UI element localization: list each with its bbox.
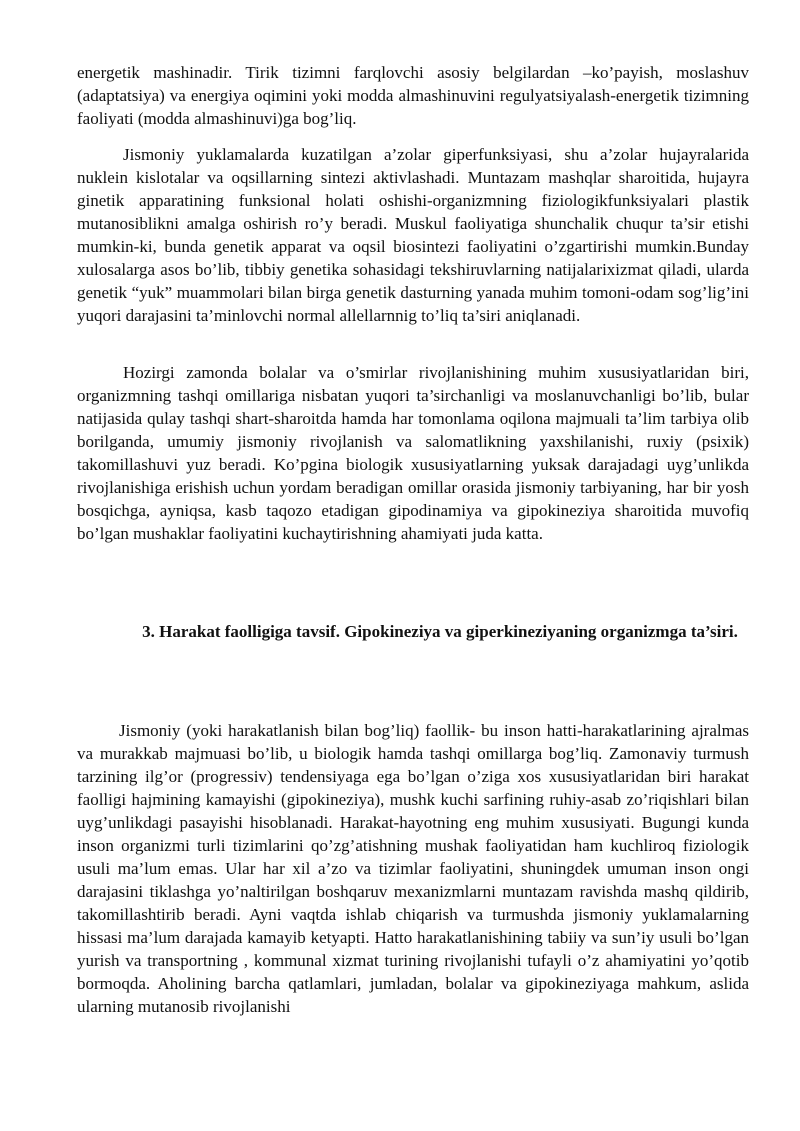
paragraph-1: energetik mashinadir. Tirik tizimni farqlovchi asosiy belgilardan –ko’payish, moslashuv (adaptatsiya) va energiya oqimini yoki modda almashinuvini regulyatsiyalash-energetik tizimning faoliyati (modda almashinuvi)ga bog’liq.: [77, 63, 749, 128]
paragraph-2: Jismoniy yuklamalarda kuzatilgan a’zolar giperfunksiyasi, shu a’zolar hujayralarida nuklein kislotalar va oqsillarning sintezi aktivlashadi. Muntazam mashqlar sharoitida, hujayra ginetik apparatining funksional holati oshishi-organizmning fiziologikfunksiyalari plastik mutanosiblikni amalga oshirish ro’y beradi. Muskul faoliyatiga shunchalik chuqur ta’sir etishi mumkin-ki, bunda genetik apparat va oqsil biosintezi faoliyatini o’zgartirishi mumkin.Bunday xulosalarga asos bo’lib, tibbiy genetika sohasidagi tekshiruvlarning natijalarixizmat qiladi, ularda genetik “yuk” muammolari bilan birga genetik dasturning yanada muhim tomoni-odam sog’lig’ini yuqori darajasini ta’minlovchi normal allellarnnig to’liq ta’siri aniqlanadi.: [77, 145, 749, 325]
section-heading: 3. Harakat faolligiga tavsif. Gipokineziya va giperkineziyaning organizmga ta’siri.: [142, 622, 738, 641]
paragraph-3: Hozirgi zamonda bolalar va o’smirlar rivojlanishining muhim xususiyatlaridan biri, organizmning tashqi omillariga nisbatan yuqori ta’sirchanligi va moslanuvchanligi bo’lib, bular natijasida qulay tashqi shart-sharoitda hamda har tomonlama oqilona majmuali ta’lim tarbiya olib borilganda, umumiy jismoniy rivojlanish va salomatlikning yaxshilanishi, ruxiy (psixik) takomillashuvi yuz beradi. Ko’pgina biologik xususiyatlarning yuksak darajadagi uyg’unlikda rivojlanishiga erishish uchun yordam beradigan omillar orasida jismoniy tarbiyaning, har bir yosh bosqichga, ayniqsa, kasb taqozo etadigan gipodinamiya va gipokineziya sharoitida muvofiq bo’lgan mushaklar faoliyatini kuchaytirishning ahamiyati juda katta.: [77, 363, 749, 543]
paragraph-4: Jismoniy (yoki harakatlanish bilan bog’liq) faollik- bu inson hatti-harakatlarining ajralmas va murakkab majmuasi bo’lib, u biologik hamda tashqi omillarga bog’liq. Zamonaviy turmush tarzining ilg’or (progressiv) tendensiyaga ega bo’lgan o’ziga xos xususiyatlaridan biri harakat faolligi hajmining kamayishi (gipokineziya), mushk kuchi sarfining ruhiy-asab zo’riqishlari bilan uyg’unlikdagi pasayishi hisoblanadi. Harakat-hayotning eng muhim xususiyati. Bugungi kunda inson organizmi turli tizimlarini qo’zg’atishning mushak faoliyatidan ham kuchliroq fiziologik usuli ma’lum emas. Ular har xil a’zo va tizimlar faoliyatini, shuningdek umuman inson ongi darajasini tiklashga yo’naltirilgan boshqaruv mexanizmlarni muntazam ravishda mashq qildirib, takomillashtirib beradi. Ayni vaqtda ishlab chiqarish va turmushda jismoniy yuklamalarning hissasi ma’lum darajada kamayib ketyapti. Hatto harakatlanishining tabiiy va sun’iy usuli bo’lgan yurish va transportning , kommunal xizmat turining rivojlanishi tufayli o’z ahamiyatini yo’qotib bormoqda. Aholining barcha qatlamlari, jumladan, bolalar va gipokineziyaga mahkum, aslida ularning mutanosib rivojlanishi: [77, 721, 749, 1016]
